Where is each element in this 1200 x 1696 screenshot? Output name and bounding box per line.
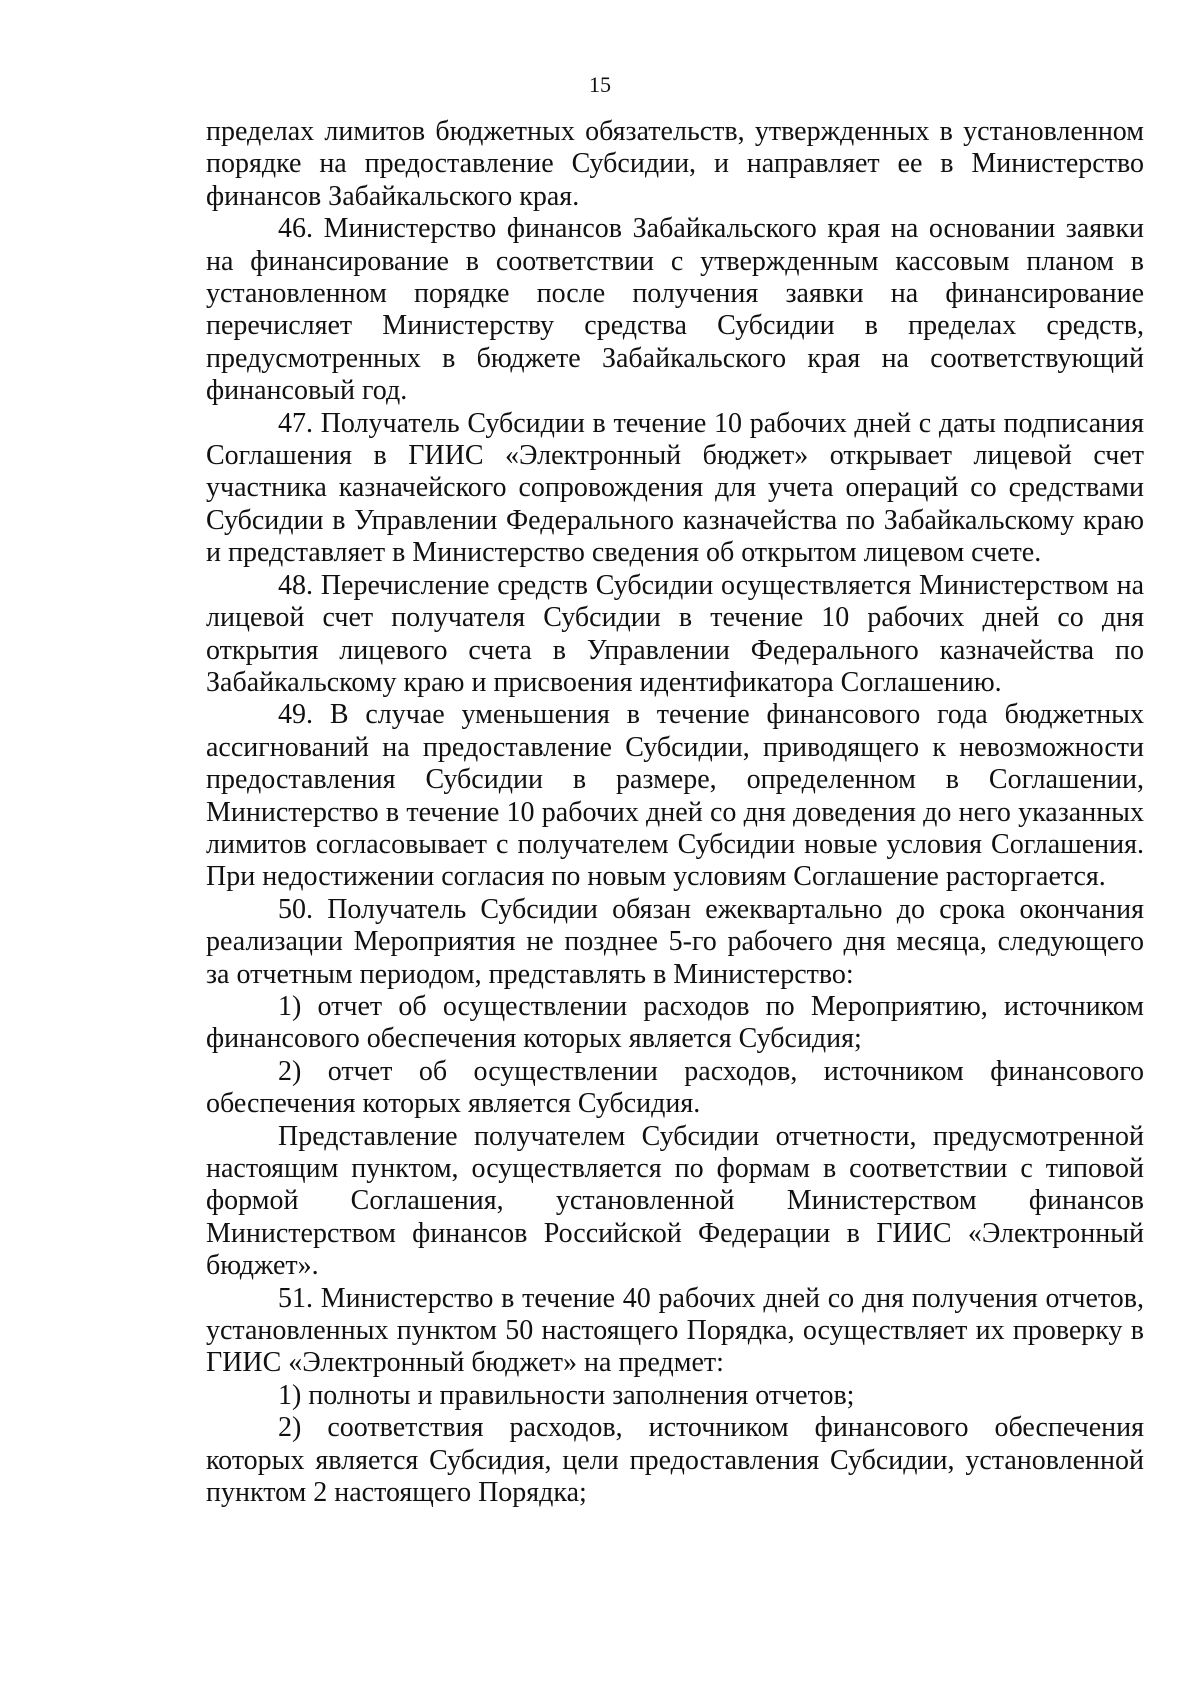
paragraph-50-item-2: 2) отчет об осуществлении расходов, источником финансового обеспечения которых является Субсидия.	[206, 1055, 1144, 1120]
paragraph-50: 50. Получатель Субсидии обязан ежеквартально до срока окончания реализации Мероприятия не позднее 5-го рабочего дня месяца, следующего за отчетным периодом, представлять в Министерство:	[206, 893, 1144, 990]
paragraph-50-item-1: 1) отчет об осуществлении расходов по Мероприятию, источником финансового обеспечения которых является Субсидия;	[206, 990, 1144, 1055]
paragraph-49: 49. В случае уменьшения в течение финансового года бюджетных ассигнований на предоставление Субсидии, приводящего к невозможности предоставления Субсидии в размере, определенном в Соглашении, Министерство в течение 10 рабочих дней со дня доведения до него указанных лимитов согласовывает с получателем Субсидии новые условия Соглашения. При недостижении согласия по новым условиям Соглашение расторгается.	[206, 699, 1144, 893]
paragraph-50-reporting: Представление получателем Субсидии отчетности, предусмотренной настоящим пунктом, осуществляется по формам в соответствии с типовой формой Соглашения, установленной Министерством финансов Министерством финансов Российской Федерации в ГИИС «Электронный бюджет».	[206, 1120, 1144, 1282]
page-number: 15	[589, 72, 611, 97]
paragraph-51-item-2: 2) соответствия расходов, источником финансового обеспечения которых является Субсидия, цели предоставления Субсидии, установленной пунктом 2 настоящего Порядка;	[206, 1412, 1144, 1509]
paragraph-continuation: пределах лимитов бюджетных обязательств, утвержденных в установленном порядке на предоставление Субсидии, и направляет ее в Министерство финансов Забайкальского края.	[206, 116, 1144, 212]
document-body	[206, 116, 1144, 1509]
paragraph-51: 51. Министерство в течение 40 рабочих дней со дня получения отчетов, установленных пунктом 50 настоящего Порядка, осуществляет их проверку в ГИИС «Электронный бюджет» на предмет:	[206, 1282, 1144, 1379]
paragraph-47: 47. Получатель Субсидии в течение 10 рабочих дней с даты подписания Соглашения в ГИИС «Электронный бюджет» открывает лицевой счет участника казначейского сопровождения для учета операций со средствами Субсидии в Управлении Федерального казначейства по Забайкальскому краю и представляет в Министерство сведения об открытом лицевом счете.	[206, 407, 1144, 569]
paragraph-46: 46. Министерство финансов Забайкальского края на основании заявки на финансирование в соответствии с утвержденным кассовым планом в установленном порядке после получения заявки на финансирование перечисляет Министерству средства Субсидии в пределах средств, предусмотренных в бюджете Забайкальского края на соответствующий финансовый год.	[206, 213, 1144, 407]
paragraph-48: 48. Перечисление средств Субсидии осуществляется Министерством на лицевой счет получателя Субсидии в течение 10 рабочих дней со дня открытия лицевого счета в Управлении Федерального казначейства по Забайкальскому краю и присвоения идентификатора Соглашению.	[206, 569, 1144, 698]
paragraph-51-item-1: 1) полноты и правильности заполнения отчетов;	[278, 1379, 855, 1411]
